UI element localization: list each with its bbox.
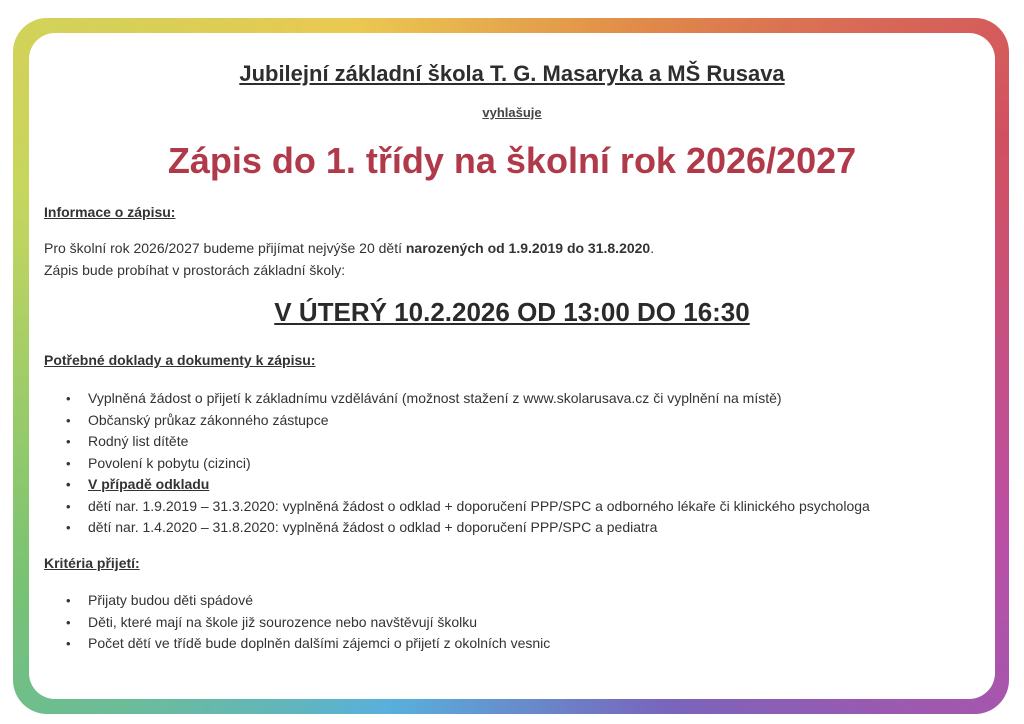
- info-line-1-end: .: [650, 240, 655, 256]
- info-line-1: [44, 240, 654, 256]
- page-title: Zápis do 1. třídy na školní rok 2026/2027: [167, 140, 857, 181]
- list-item: • Občanský průkaz zákonného zástupce: [66, 410, 870, 432]
- criteria-list: [66, 590, 550, 655]
- list-item: • Přijaty budou děti spádové: [66, 590, 550, 612]
- list-item: • V případě odkladu: [66, 474, 870, 496]
- list-item: • Povolení k pobytu (cizinci): [66, 453, 870, 475]
- school-name: Jubilejní základní škola T. G. Masaryka a MŠ Rusava: [239, 61, 785, 86]
- documents-list: [66, 388, 870, 539]
- info-birth-range: narozených od 1.9.2019 do 31.8.2020: [405, 240, 651, 256]
- list-item: • Vyplněná žádost o přijetí k základnímu vzdělávání (možnost stažení z www.skolarusava.cz či vyplnění na místě): [66, 388, 870, 410]
- announces-label: vyhlašuje: [482, 105, 542, 120]
- enrollment-date: V ÚTERÝ 10.2.2026 OD 13:00 DO 16:30: [274, 297, 750, 327]
- documents-heading: Potřebné doklady a dokumenty k zápisu:: [44, 352, 316, 368]
- info-heading: Informace o zápisu:: [44, 204, 176, 220]
- list-item: • Počet dětí ve třídě bude doplněn dalšími zájemci o přijetí z okolních vesnic: [66, 633, 550, 655]
- list-item: • dětí nar. 1.9.2019 – 31.3.2020: vyplněná žádost o odklad + doporučení PPP/SPC a odborného lékaře či klinického psychologa: [66, 496, 870, 518]
- list-item: • dětí nar. 1.4.2020 – 31.8.2020: vyplněná žádost o odklad + doporučení PPP/SPC a pediatra: [66, 517, 870, 539]
- criteria-heading: Kritéria přijetí:: [44, 555, 140, 571]
- list-item: • Děti, které mají na škole již sourozence nebo navštěvují školku: [66, 612, 550, 634]
- info-line-1-start: Pro školní rok 2026/2027 budeme přijímat nejvýše 20 dětí: [44, 240, 406, 256]
- info-line-2: Zápis bude probíhat v prostorách základní školy:: [44, 262, 346, 278]
- list-item: • Rodný list dítěte: [66, 431, 870, 453]
